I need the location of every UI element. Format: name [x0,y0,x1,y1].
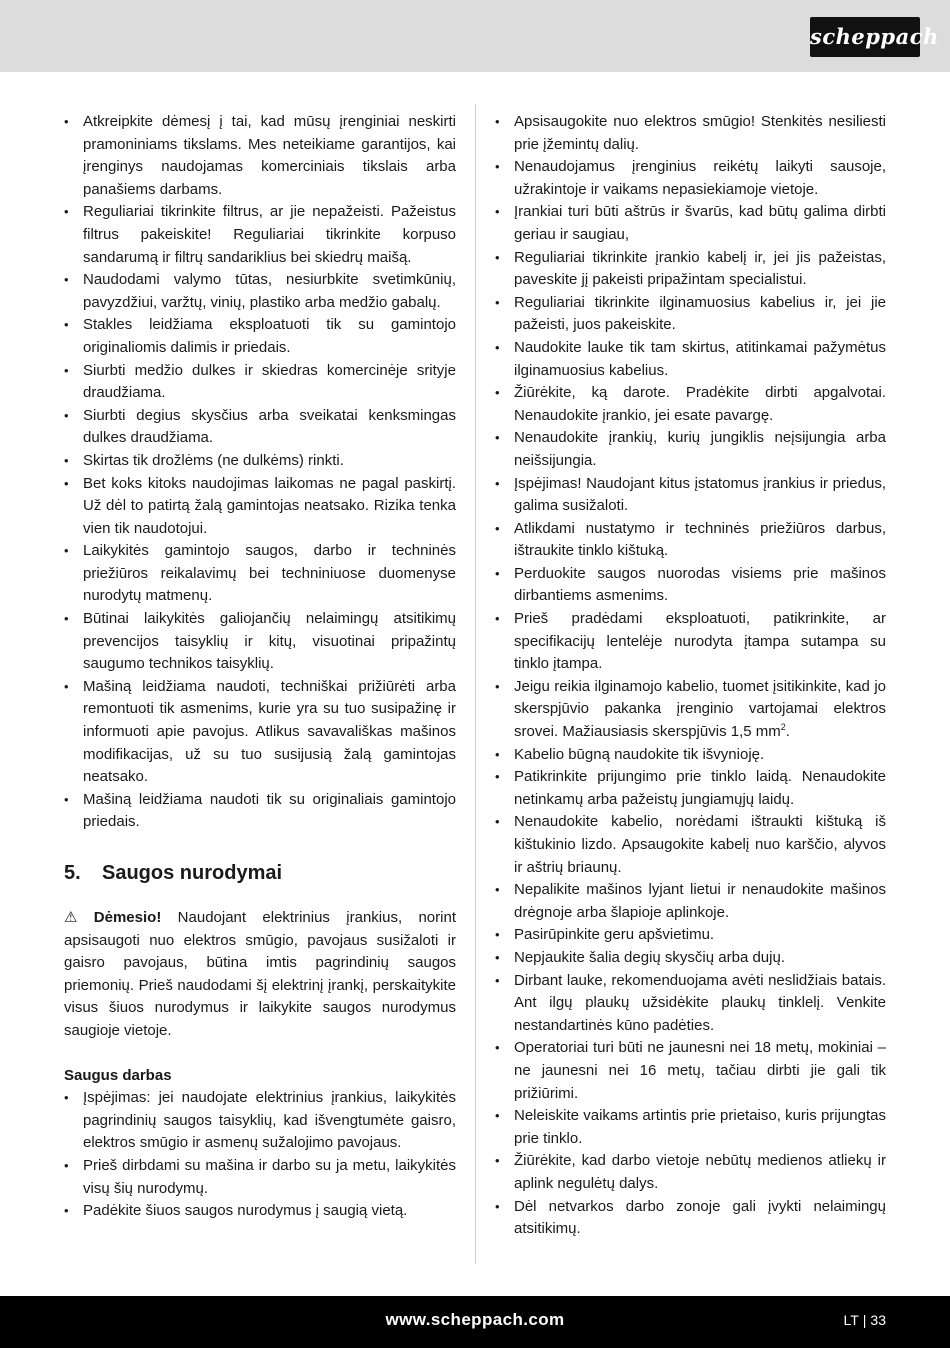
list-item: • Pasirūpinkite geru apšvietimu. [495,924,886,947]
list-item: • Nepjaukite šalia degių skysčių arba dujų. [495,947,886,970]
list-item: • Mašiną leidžiama naudoti tik su originaliais gamintojo priedais. [64,789,456,834]
list-item: • Atkreipkite dėmesį į tai, kad mūsų įrenginiai neskirti pramoniniams tikslams. Mes neteikiame garantijos, kai įrenginys naudojamas komerciniais tikslais arba panašiems darbams. [64,111,456,201]
list-item: • Stakles leidžiama eksploatuoti tik su gamintojo originaliomis dalimis ir priedais. [64,314,456,359]
list-item: • Perduokite saugos nuorodas visiems prie mašinos dirbantiems asmenims. [495,563,886,608]
list-item: • Dėl netvarkos darbo zonoje gali įvykti nelaimingų atsitikimų. [495,1196,886,1241]
warning-text: Naudojant elektrinius įrankius, norint apsisaugoti nuo elektros smūgio, pavojaus susižaloti ir gaisro pavojaus, būtina imtis pagrindinių saugos priemonių. Prieš naudodami šį elektrinį įrankį, perskaitykite visus šiuos nurodymus ir laikykite saugos nurodymus saugioje vietoje. [64,909,456,1039]
column-divider [475,104,476,1264]
list-item: • Kabelio būgną naudokite tik išvynioję. [495,744,886,767]
list-item: • Mašiną leidžiama naudoti, techniškai prižiūrėti arba remontuoti tik asmenims, kurie yra su tuo susipažinę ir informuoti apie pavojus. Atlikus savavališkas mašinos modifikacijas, už su tuo susijusią žalą gamintojas neatsako. [64,676,456,789]
page-number: 33 [870,1312,886,1328]
warning-paragraph [64,907,456,1043]
list-item: • Siurbti degius skysčius arba sveikatai kenksmingas dulkes draudžiama. [64,405,456,450]
separator: | [862,1312,867,1328]
list-item: • Bet koks kitoks naudojimas laikomas ne pagal paskirtį. Už dėl to patirtą žalą gamintojas neatsako. Rizika tenka vien tik naudotojui. [64,473,456,541]
list-item: • Žiūrėkite, kad darbo vietoje nebūtų medienos atliekų ir aplink negulėtų dalys. [495,1150,886,1195]
warning-triangle-icon: ⚠ [64,909,78,926]
page-indicator [843,1312,886,1328]
warning-label: Dėmesio! [93,909,162,926]
scheppach-logo: scheppach [810,17,920,57]
list-item: • Reguliariai tikrinkite ilginamuosius kabelius ir, jei jie pažeisti, juos pakeiskite. [495,292,886,337]
header-band [0,0,950,72]
list-item: • Dirbant lauke, rekomenduojama avėti neslidžiais batais. Ant ilgų plaukų užsidėkite plaukų tinklelį. Venkite nestandartinės kūno padėties. [495,970,886,1038]
footer-bar [0,1296,950,1348]
list-item-tail: . [785,723,790,741]
list-item: • Siurbti medžio dulkes ir skiedras komercinėje srityje draudžiama. [64,360,456,405]
list-item: • Reguliariai tikrinkite įrankio kabelį ir, jei jis pažeistas, paveskite jį pakeisti pripažintam specialistui. [495,247,886,292]
list-item: • Apsisaugokite nuo elektros smūgio! Stenkitės nesiliesti prie įžemintų dalių. [495,111,886,156]
list-item: • Naudokite lauke tik tam skirtus, atitinkamai pažymėtus ilginamuosius kabelius. [495,337,886,382]
list-item-text: Jeigu reikia ilginamojo kabelio, tuomet įsitikinkite, kad jo skerspjūvio pakanka įrenginio vartojamai elektros srovei. Mažiausiasis skerspjūvis 1,5 mm [514,677,886,741]
superscript: 2 [780,722,786,733]
list-item: • Nenaudojamus įrenginius reikėtų laikyti sausoje, užrakintoje ir vaikams nepasiekiamoje vietoje. [495,156,886,201]
subheading-safe-work: Saugus darbas [64,1066,172,1084]
list-item: • Reguliariai tikrinkite filtrus, ar jie nepažeisti. Pažeistus filtrus pakeiskite! Reguliariai tikrinkite korpuso sandarumą ir filtrų sandariklius bei skiedrų maišą. [64,201,456,269]
section-number: 5. [64,862,81,884]
list-item: • Atlikdami nustatymo ir techninės priežiūros darbus, ištraukite tinklo kištuką. [495,518,886,563]
usage-notes-list [64,111,456,834]
list-item: • Nenaudokite kabelio, norėdami ištraukti kištuką iš kištukinio lizdo. Apsaugokite kabelį nuo karščio, alyvos ir aštrių briaunų. [495,811,886,879]
list-item: • Būtinai laikykitės galiojančių nelaimingų atsitikimų prevencijos taisyklių ir kitų, visuotinai pripažintų saugumo technikos taisyklių. [64,608,456,676]
language-code: LT [843,1312,859,1328]
list-item: • Operatoriai turi būti ne jaunesni nei 18 metų, mokiniai – ne jaunesni nei 16 metų, tačiau dirbti jie gali tik prižiūrimi. [495,1037,886,1105]
list-item: • Žiūrėkite, ką darote. Pradėkite dirbti apgalvotai. Nenaudokite įrankio, jei esate pavargę. [495,382,886,427]
list-item: • Įrankiai turi būti aštrūs ir švarūs, kad būtų galima dirbti geriau ir saugiau, [495,201,886,246]
list-item: • Nepalikite mašinos lyjant lietui ir nenaudokite mašinos drėgnoje arba šlapioje aplinkoje. [495,879,886,924]
list-item: • Nenaudokite įrankių, kurių jungiklis neįsijungia arba neišsijungia. [495,427,886,472]
list-item: • Padėkite šiuos saugos nurodymus į saugią vietą. [64,1200,456,1223]
list-item: • Skirtas tik drožlėms (ne dulkėms) rinkti. [64,450,456,473]
list-item: • Patikrinkite prijungimo prie tinklo laidą. Nenaudokite netinkamų arba pažeistų jungiamųjų laidų. [495,766,886,811]
section-title: Saugos nurodymai [102,862,283,884]
left-column [64,111,456,1223]
list-item: • Neleiskite vaikams artintis prie prietaiso, kuris prijungtas prie tinklo. [495,1105,886,1150]
list-item [495,676,886,744]
section-heading [64,858,456,888]
list-item: • Naudodami valymo tūtas, nesiurbkite svetimkūnių, pavyzdžiui, varžtų, vinių, plastiko arba medžio gabalų. [64,269,456,314]
safe-work-list [64,1087,456,1223]
list-item: • Įspėjimas: jei naudojate elektrinius įrankius, laikykitės pagrindinių saugos taisyklių, kad išvengtumėte gaisro, elektros smūgio ir asmenų sužalojimo pavojaus. [64,1087,456,1155]
website-link[interactable]: www.scheppach.com [385,1310,565,1329]
list-item: • Įspėjimas! Naudojant kitus įstatomus įrankius ir priedus, galima susižaloti. [495,473,886,518]
list-item: • Prieš dirbdami su mašina ir darbo su ja metu, laikykitės visų šių nurodymų. [64,1155,456,1200]
list-item: • Laikykitės gamintojo saugos, darbo ir techninės priežiūros reikalavimų bei techniniuose duomenyse nurodytų matmenų. [64,540,456,608]
safety-rules-list [495,111,886,1241]
right-column [495,111,886,1241]
list-item: • Prieš pradėdami eksploatuoti, patikrinkite, ar specifikacijų lentelėje nurodyta įtampa sutampa su tinklo įtampa. [495,608,886,676]
